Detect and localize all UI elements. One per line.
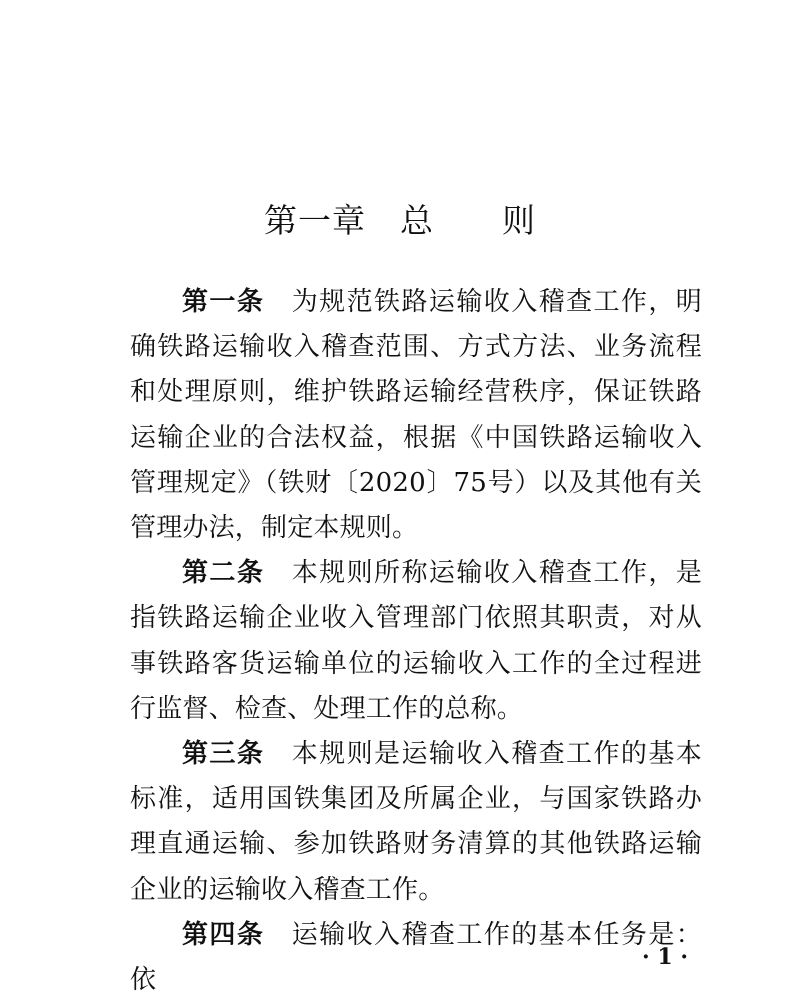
chapter-title: 第一章 总 则 bbox=[264, 201, 536, 240]
article-label: 第三条 bbox=[182, 739, 265, 770]
article-3 bbox=[130, 732, 702, 913]
article-1 bbox=[130, 280, 702, 551]
chapter-body bbox=[130, 280, 702, 1003]
article-label: 第四条 bbox=[182, 919, 265, 950]
article-4 bbox=[130, 913, 702, 1003]
article-label: 第一条 bbox=[182, 287, 265, 317]
article-text: 运输收入稽查工作的基本任务是：依 bbox=[130, 919, 702, 996]
article-text: 本规则所称运输收入稽查工作，是指铁路运输企业收入管理部门依照其职责，对从事铁路客货运输单位的运输收入工作的全过程进行监督、检查、处理工作的总称。 bbox=[130, 558, 702, 724]
page-number: · 1 · bbox=[642, 944, 688, 970]
article-text: 本规则是运输收入稽查工作的基本标准，适用国铁集团及所属企业，与国家铁路办理直通运输、参加铁路财务清算的其他铁路运输企业的运输收入稽查工作。 bbox=[130, 739, 702, 905]
article-2 bbox=[130, 551, 702, 732]
article-label: 第二条 bbox=[182, 558, 265, 589]
article-text: 为规范铁路运输收入稽查工作，明确铁路运输收入稽查范围、方式方法、业务流程和处理原则，维护铁路运输经营秩序，保证铁路运输企业的合法权益，根据《中国铁路运输收入管理规定》（铁财〔2020〕75号）以及其他有关管理办法，制定本规则。 bbox=[130, 287, 702, 544]
